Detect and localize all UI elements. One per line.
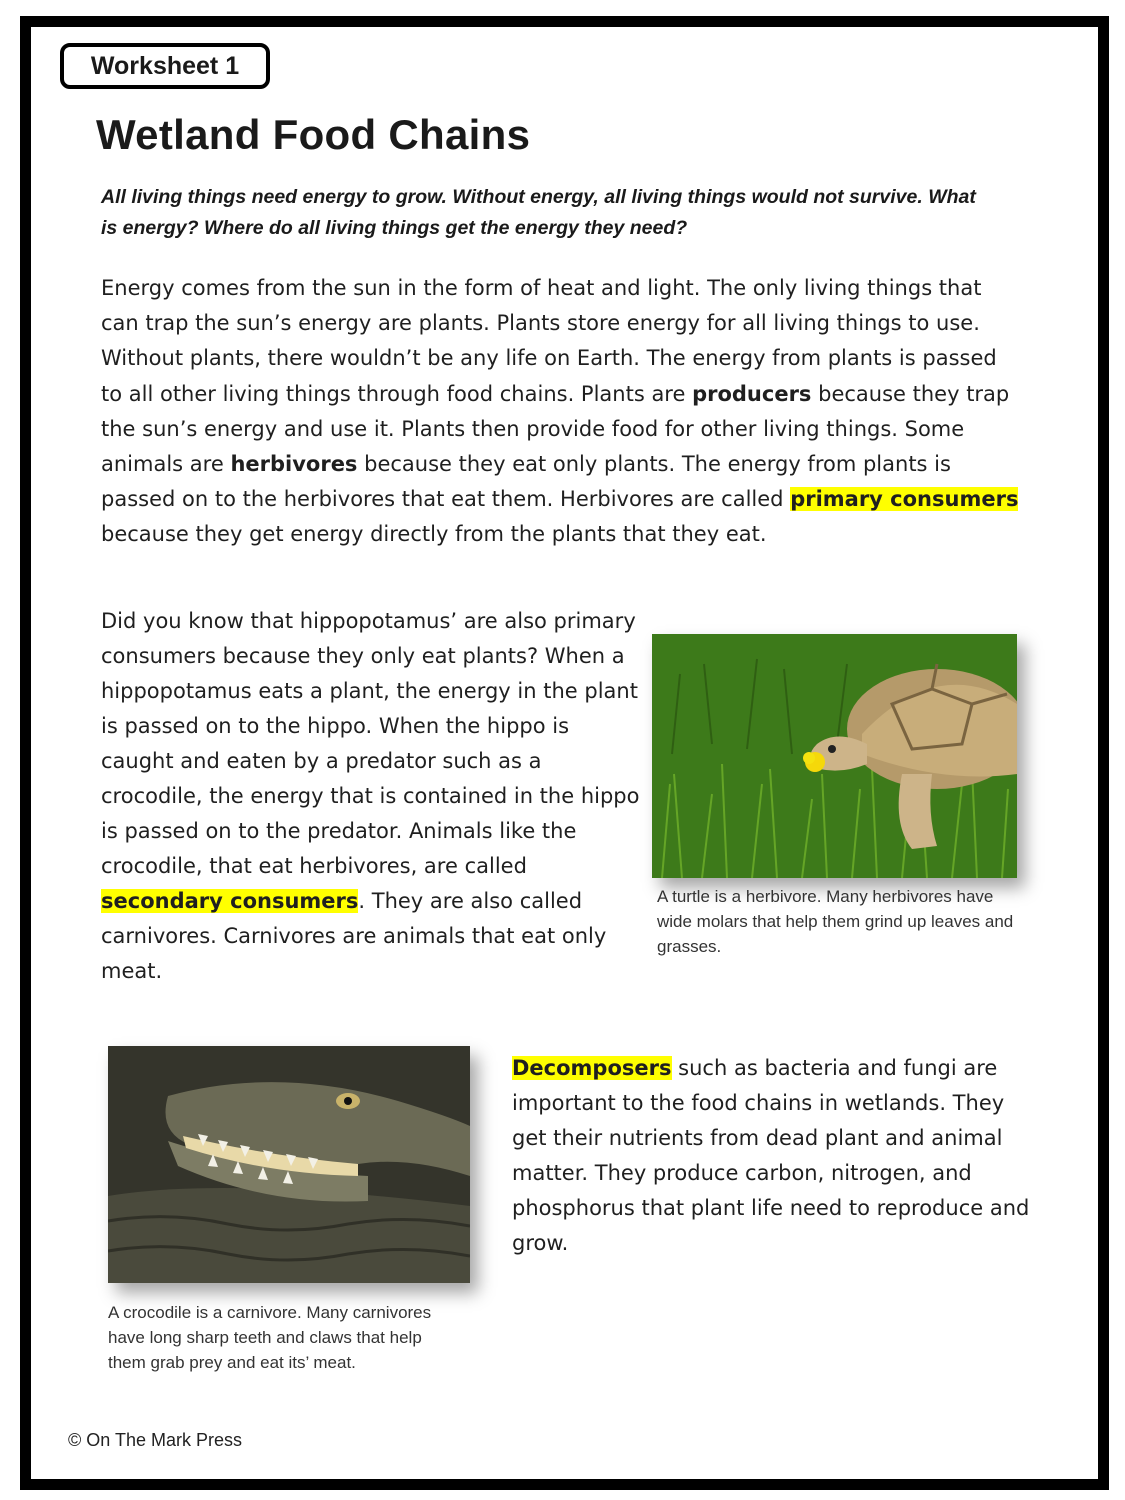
page-title: Wetland Food Chains — [96, 111, 531, 158]
intro-questions: All living things need energy to grow. Without energy, all living things would not survive. What is energy? Where do all living things get the energy they need? — [101, 186, 976, 239]
term-producers: producers — [692, 381, 812, 406]
crocodile-caption: A crocodile is a carnivore. Many carnivores have long sharp teeth and claws that help them grab prey and eat its’ meat. — [108, 1303, 432, 1372]
term-primary-consumers: primary consumers — [790, 487, 1019, 512]
text-run: . They are also called carnivores. Carnivores are animals that eat only meat. — [101, 889, 607, 983]
text-run: such as bacteria and fungi are important to the food chains in wetlands. They get their nutrients from dead plant and animal matter. They produce carbon, nitrogen, and phosphorus that plant life need to reproduce and grow. — [512, 1056, 1030, 1255]
worksheet-badge: Worksheet 1 — [60, 43, 270, 89]
text-run: because they eat only plants. The energy from plants is passed on to the herbivores that eat them. Herbivores are called — [101, 452, 951, 512]
term-decomposers: Decomposers — [512, 1056, 672, 1080]
text-run: Energy comes from the sun in the form of heat and light. The only living things that can trap the sun’s energy are plants. Plants store energy for all living things to use. Without plants, there wouldn’t be any life on Earth. The energy from plants is passed to all other living things through food chains. Plants are — [101, 276, 997, 406]
copyright-footer: © On The Mark Press — [68, 1430, 242, 1450]
crocodile-photo — [108, 1046, 470, 1283]
term-secondary-consumers: secondary consumers — [101, 889, 359, 913]
paragraph-decomposers — [512, 1051, 1032, 1261]
turtle-caption: A turtle is a herbivore. Many herbivores have wide molars that help them grind up leaves and grasses. — [657, 887, 1014, 956]
paragraph-hippo — [101, 604, 641, 989]
turtle-photo — [652, 634, 1017, 878]
paragraph-energy — [101, 271, 1021, 553]
term-herbivores: herbivores — [230, 452, 358, 477]
text-run: because they get energy directly from the plants that they eat. — [101, 522, 767, 547]
turtle-illustration — [652, 634, 1017, 878]
text-run: because they trap the sun’s energy and use it. Plants then provide food for other living things. Some animals are — [101, 381, 1010, 477]
crocodile-illustration — [108, 1046, 470, 1283]
text-run: Did you know that hippopotamus’ are also primary consumers because they only eat plants? When a hippopotamus eats a plant, the energy in the plant is passed on to the hippo. When the hippo is caught and eaten by a predator such as a crocodile, the energy that is contained in the hippo is passed on to the predator. Animals like the crocodile, that eat herbivores, are called — [101, 609, 640, 878]
